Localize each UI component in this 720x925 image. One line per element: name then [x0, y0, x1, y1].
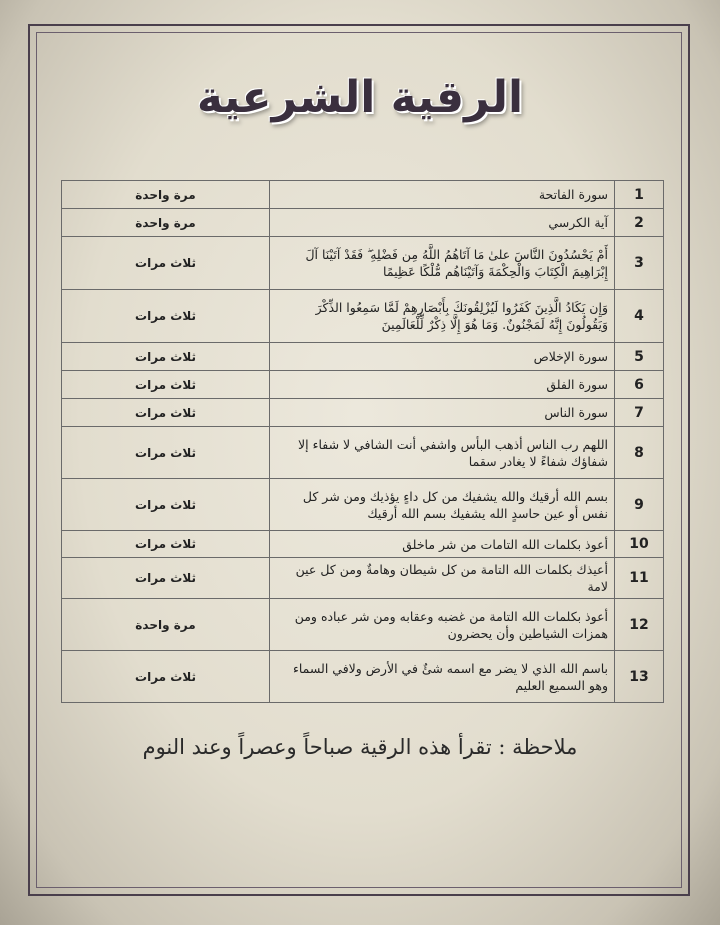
- table-row: [62, 427, 664, 479]
- table-row: [62, 479, 664, 531]
- reading-note: ملاحظة : تقرأ هذه الرقية صباحاً وعصراً وعند النوم: [142, 735, 578, 759]
- table-row: [62, 399, 664, 427]
- row-number: 5: [615, 343, 664, 371]
- row-text: بسم الله أرقيك والله يشفيك من كل داءٍ يؤذيك ومن شر كل نفس أو عين حاسدٍ الله يشفيك بسم الله أرقيك: [270, 479, 615, 531]
- row-count: ثلاث مرات: [62, 558, 270, 599]
- row-text: أَمْ يَحْسُدُونَ النَّاسَ علىٰ مَا آتَاهُمُ اللَّهُ مِن فَضْلِهِ ۖ فَقَدْ آتَيْنَا آلَ إِبْرَاهِيمَ الْكِتَابَ وَالْحِكْمَةَ وَآتَيْنَاهُم مُّلْكًا عَظِيمًا: [270, 237, 615, 290]
- row-text: باسم الله الذي لا يضر مع اسمه شئٌ في الأرض ولافي السماء وهو السميع العليم: [270, 651, 615, 703]
- row-number: 3: [615, 237, 664, 290]
- row-number: 13: [615, 651, 664, 703]
- row-number: 1: [615, 181, 664, 209]
- row-number: 4: [615, 290, 664, 343]
- row-count: مرة واحدة: [62, 181, 270, 209]
- row-text: سورة الإخلاص: [270, 343, 615, 371]
- row-text: سورة الناس: [270, 399, 615, 427]
- row-number: 12: [615, 599, 664, 651]
- row-count: ثلاث مرات: [62, 399, 270, 427]
- table-row: [62, 531, 664, 558]
- row-number: 10: [615, 531, 664, 558]
- row-number: 6: [615, 371, 664, 399]
- row-text: أعيذك بكلمات الله التامة من كل شيطان وهامةٌ ومن كل عين لامة: [270, 558, 615, 599]
- row-count: ثلاث مرات: [62, 479, 270, 531]
- row-count: ثلاث مرات: [62, 290, 270, 343]
- row-number: 8: [615, 427, 664, 479]
- table-row: [62, 181, 664, 209]
- table-row: [62, 237, 664, 290]
- row-number: 2: [615, 209, 664, 237]
- row-number: 7: [615, 399, 664, 427]
- row-text: أعوذ بكلمات الله التامة من غضبه وعقابه ومن شر عباده ومن همزات الشياطين وأن يحضرون: [270, 599, 615, 651]
- row-text: أعوذ بكلمات الله التامات من شر ماخلق: [270, 531, 615, 558]
- page-title: الرقية الشرعية: [196, 72, 524, 123]
- row-number: 9: [615, 479, 664, 531]
- table-row: [62, 290, 664, 343]
- row-text: سورة الفلق: [270, 371, 615, 399]
- table-row: [62, 599, 664, 651]
- row-text: اللهم رب الناس أذهب البأس واشفي أنت الشافي لا شفاء إلا شفاؤك شفاءً لا يغادر سقما: [270, 427, 615, 479]
- row-count: ثلاث مرات: [62, 427, 270, 479]
- table-row: [62, 371, 664, 399]
- row-text: آية الكرسي: [270, 209, 615, 237]
- table-row: [62, 343, 664, 371]
- row-count: ثلاث مرات: [62, 237, 270, 290]
- row-count: ثلاث مرات: [62, 343, 270, 371]
- row-count: مرة واحدة: [62, 599, 270, 651]
- row-number: 11: [615, 558, 664, 599]
- table-row: [62, 558, 664, 599]
- row-count: ثلاث مرات: [62, 531, 270, 558]
- row-count: ثلاث مرات: [62, 651, 270, 703]
- row-count: ثلاث مرات: [62, 371, 270, 399]
- table-row: [62, 651, 664, 703]
- table-row: [62, 209, 664, 237]
- ruqya-table: [61, 180, 664, 703]
- row-text: سورة الفاتحة: [270, 181, 615, 209]
- row-count: مرة واحدة: [62, 209, 270, 237]
- row-text: وَإِن يَكَادُ الَّذِينَ كَفَرُوا لَيُزْلِقُونَكَ بِأَبْصَارِهِمْ لَمَّا سَمِعُوا الذِّكْرَ وَيَقُولُونَ إِنَّهُ لَمَجْنُونٌ. وَمَا هُوَ إِلَّا ذِكْرٌ لِّلْعَالَمِينَ: [270, 290, 615, 343]
